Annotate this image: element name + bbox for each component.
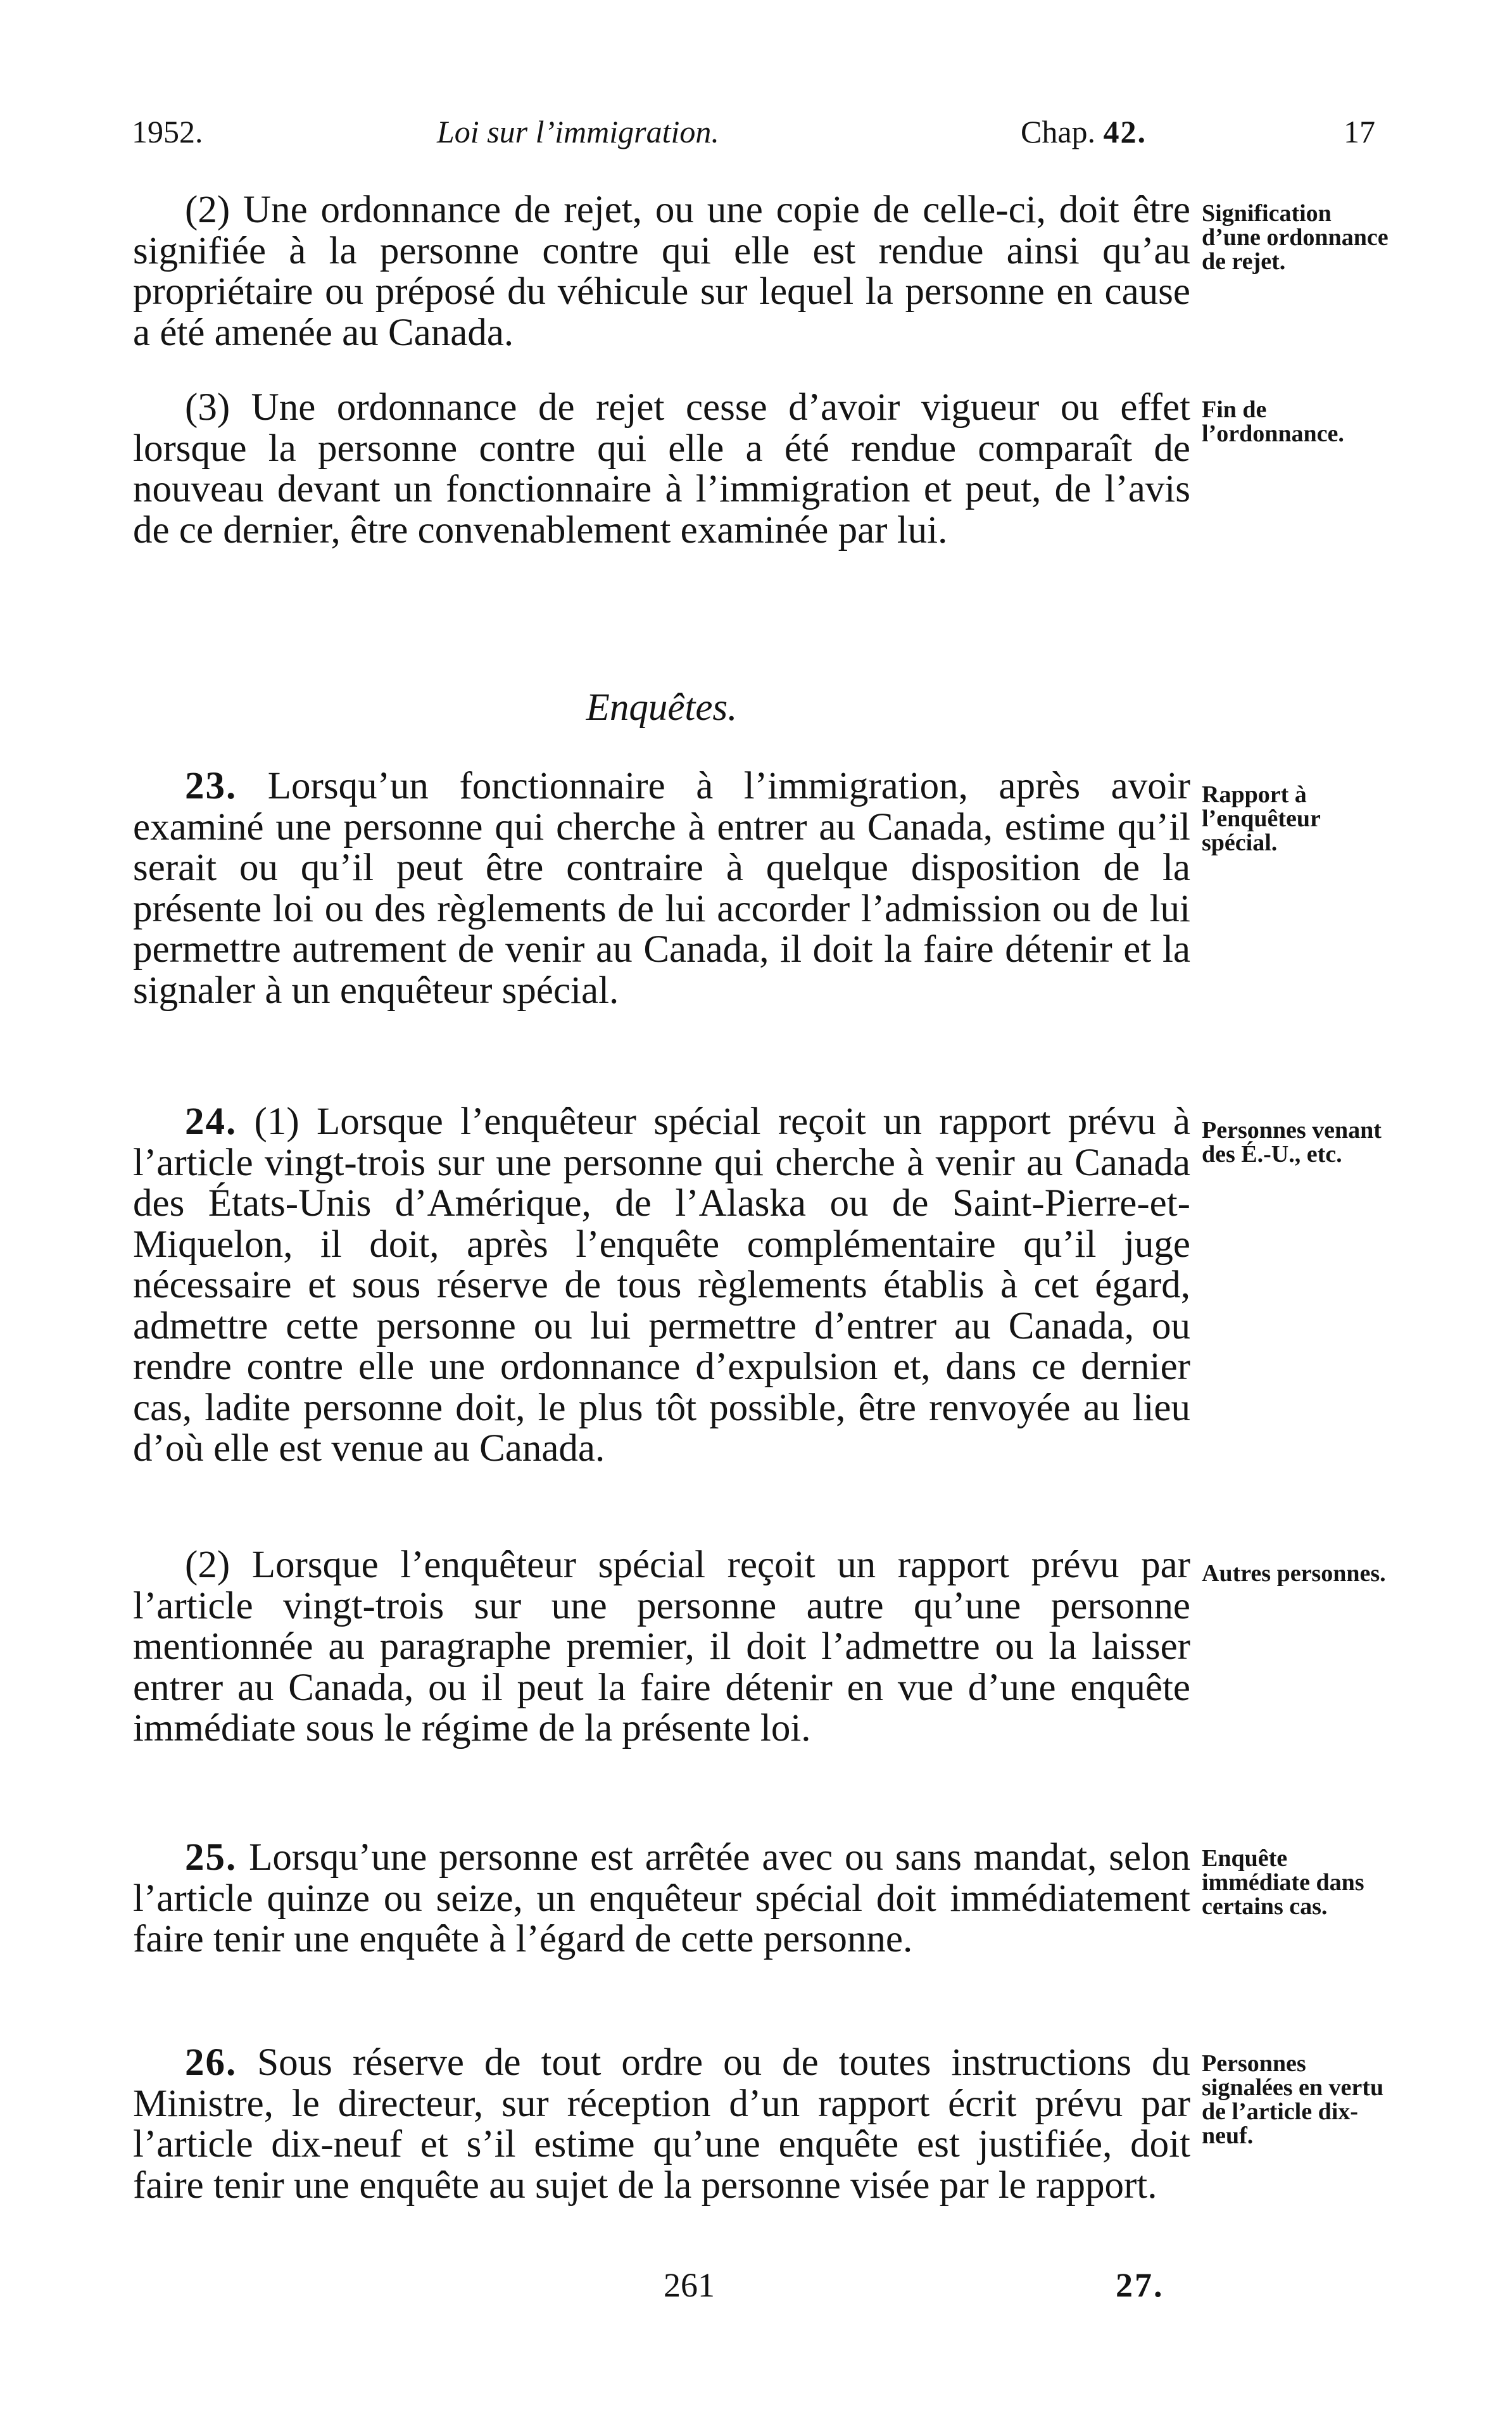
margin-note: Personnes venant des É.-U., etc. [1202, 1117, 1382, 1168]
section-text: (2) Lorsque l’enquêteur spécial reçoit un rapport prévu par l’article vingt-trois sur une personne autre qu’une personne mentionnée au paragraphe premier, il doit l’admettre ou la laisser entrer au Canada, ou il peut la faire détenir en vue d’une enquête immédiate sous le régime de la présente loi. [133, 1544, 1190, 1749]
subheading-enquetes: Enquêtes. [586, 686, 738, 729]
margin-note: Personnes signalées en vertu de l’article dix-neuf. [1202, 2050, 1384, 2149]
section-text: (3) Une ordonnance de rejet cesse d’avoir vigueur ou effet lorsque la personne contre qui elle a été rendue comparaît de nouveau devant un fonctionnaire à l’immigration et peut, de l’avis de ce dernier, être convenablement examinée par lui. [133, 386, 1190, 551]
section-25 [133, 1837, 1190, 1960]
section-23 [133, 766, 1190, 1011]
section-text: (1) Lorsque l’enquêteur spécial reçoit un rapport prévu à l’article vingt-trois sur une personne qui cherche à venir au Canada des États-Unis d’Amérique, de l’Alaska ou de Saint-Pierre-et-Miquelon, il doit, après l’enquête complémentaire qu’il juge nécessaire et sous réserve de tous règlements établis à cet égard, admettre cette personne ou lui permettre d’entrer au Canada, ou rendre contre elle une ordonnance d’expulsion et, dans ce dernier cas, ladite personne doit, le plus tôt possible, être renvoyée au lieu d’où elle est venue au Canada. [133, 1100, 1190, 1470]
section-text: (2) Une ordonnance de rejet, ou une copie de celle-ci, doit être signifiée à la personne contre qui elle est rendue ainsi qu’au propriétaire ou préposé du véhicule sur lequel la personne en cause a été amenée au Canada. [133, 189, 1190, 354]
section-text: Lorsqu’un fonctionnaire à l’immigration, après avoir examiné une personne qui cherche à entrer au Canada, estime qu’il serait ou qu’il peut être contraire à quelque disposition de la présente loi ou des règlements de lui accorder l’admission ou de lui permettre autrement de venir au Canada, il doit la faire détenir et la signaler à un enquêteur spécial. [133, 765, 1190, 1012]
header-chapter [1021, 113, 1147, 151]
section-22-2 [133, 190, 1190, 353]
header-chapter-number: 42. [1103, 114, 1147, 149]
section-number: 25. [185, 1836, 237, 1879]
margin-note: Fin de l’ordonnance. [1202, 396, 1344, 447]
margin-note: Enquête immédiate dans certains cas. [1202, 1845, 1364, 1920]
section-number: 24. [185, 1100, 237, 1143]
footer-catchword: 27. [1116, 2266, 1164, 2304]
section-24-1 [133, 1102, 1190, 1470]
header-chapter-label: Chap. [1021, 114, 1096, 149]
section-26 [133, 2043, 1190, 2206]
margin-note: Signification d’une ordonnance de rejet. [1202, 200, 1389, 275]
section-text: Lorsqu’une personne est arrêtée avec ou sans mandat, selon l’article quinze ou seize, un enquêteur spécial doit immédiatement faire tenir une enquête à l’égard de cette personne. [133, 1836, 1191, 1960]
section-24-2 [133, 1545, 1190, 1749]
header-page-number: 17 [1344, 114, 1375, 149]
section-text: Sous réserve de tout ordre ou de toutes instructions du Ministre, le directeur, sur réception d’un rapport écrit prévu par l’article dix-neuf et s’il estime qu’une enquête est justifiée, doit faire tenir une enquête au sujet de la personne visée par le rapport. [133, 2041, 1191, 2207]
section-number: 26. [185, 2041, 237, 2084]
header-year: 1952. [132, 114, 203, 149]
footer-page-number: 261 [664, 2266, 715, 2304]
margin-note: Autres personnes. [1202, 1560, 1386, 1587]
section-number: 23. [185, 765, 237, 807]
section-22-3 [133, 388, 1190, 551]
margin-note: Rapport à l’enquêteur spécial. [1202, 781, 1321, 856]
header-act-title: Loi sur l’immigration. [437, 114, 719, 149]
